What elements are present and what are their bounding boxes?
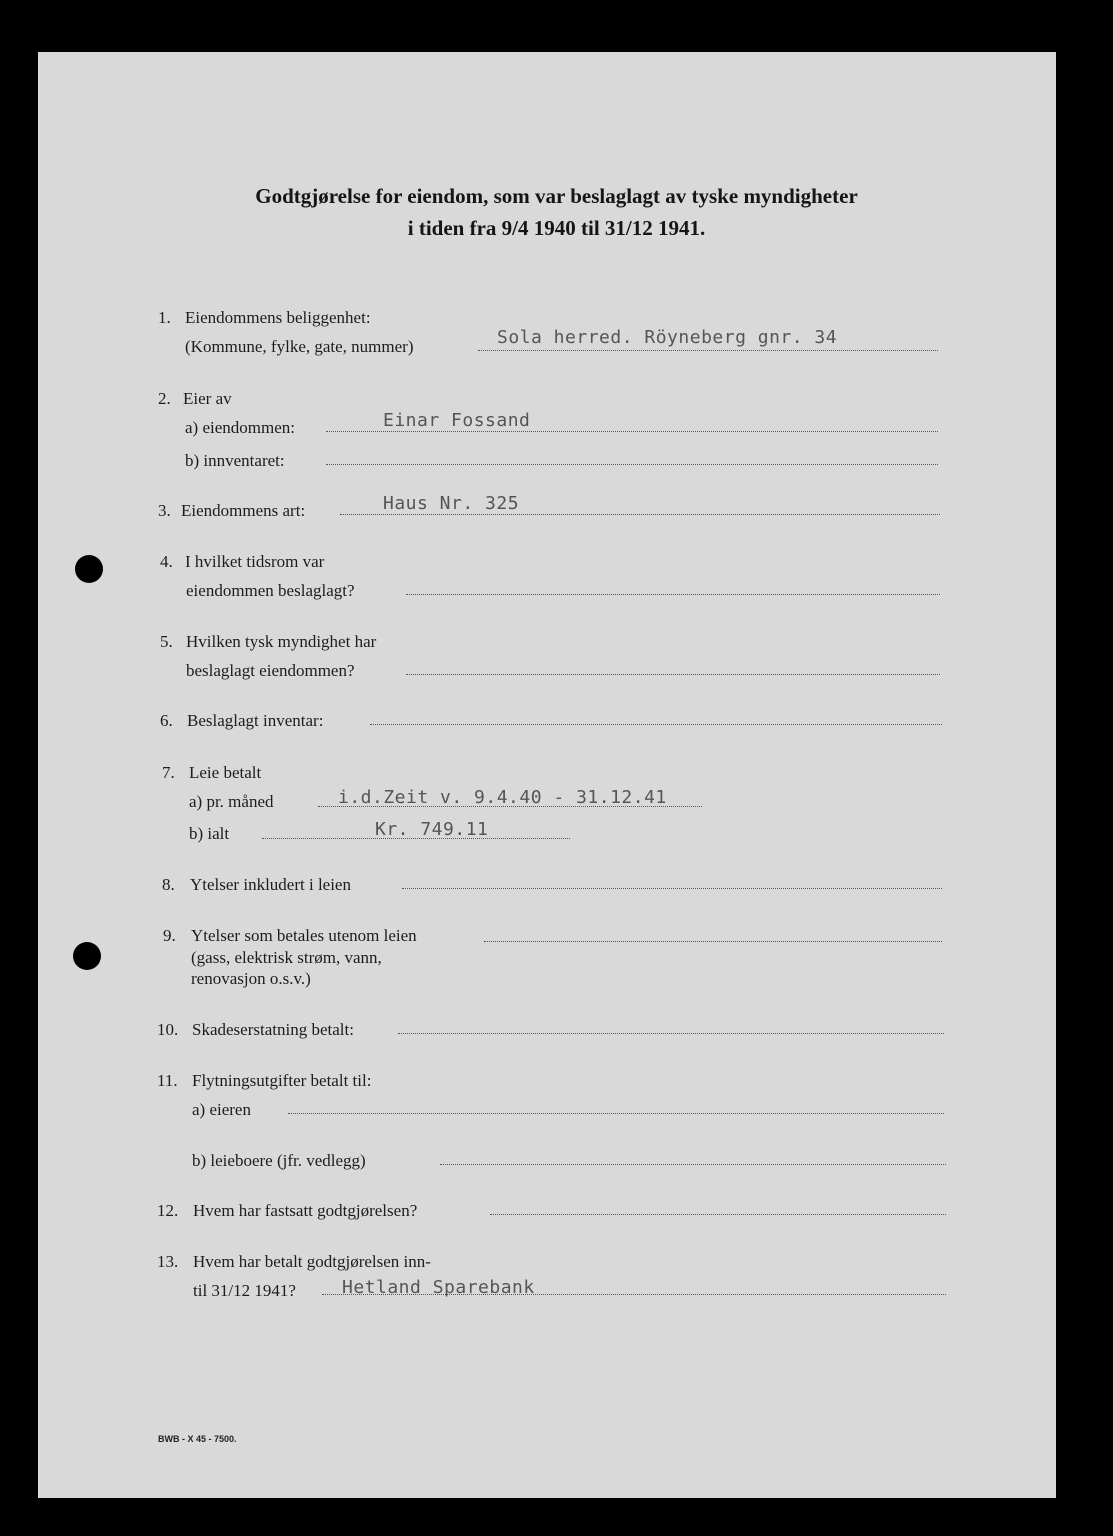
q4-sublabel: eiendommen beslaglagt? bbox=[186, 581, 355, 600]
q10-label: Skadeserstatning betalt: bbox=[192, 1020, 354, 1039]
q2-number: 2. bbox=[158, 389, 171, 408]
q7-number: 7. bbox=[162, 763, 175, 782]
q2b-answer-line[interactable] bbox=[326, 464, 938, 465]
q1-number: 1. bbox=[158, 308, 171, 327]
q11-number: 11. bbox=[157, 1071, 178, 1090]
q2-label: Eier av bbox=[183, 389, 232, 408]
q9-label: Ytelser som betales utenom leien bbox=[191, 926, 417, 945]
q6-number: 6. bbox=[160, 711, 173, 730]
q11-label: Flytningsutgifter betalt til: bbox=[192, 1071, 372, 1090]
q2a-label: a) eiendommen: bbox=[185, 418, 295, 437]
q7b-label: b) ialt bbox=[189, 824, 230, 843]
q11b-label: b) leieboere (jfr. vedlegg) bbox=[192, 1151, 366, 1170]
q1-answer[interactable]: Sola herred. Röyneberg gnr. 34 bbox=[497, 327, 838, 348]
form-title-line2: i tiden fra 9/4 1940 til 31/12 1941. bbox=[407, 216, 706, 240]
q5-answer-line[interactable] bbox=[406, 674, 940, 675]
q8-label: Ytelser inkludert i leien bbox=[190, 875, 351, 894]
q12-answer-line[interactable] bbox=[490, 1214, 946, 1215]
q5-number: 5. bbox=[160, 632, 173, 651]
q13-sublabel: til 31/12 1941? bbox=[193, 1281, 296, 1300]
q2a-answer[interactable]: Einar Fossand bbox=[383, 410, 531, 431]
q3-number: 3. bbox=[158, 501, 171, 520]
q9-number: 9. bbox=[163, 926, 176, 945]
q4-answer-line[interactable] bbox=[406, 594, 940, 595]
q9-sublabel-1: (gass, elektrisk strøm, vann, bbox=[191, 948, 382, 967]
q1-label: Eiendommens beliggenhet: bbox=[185, 308, 371, 327]
q7a-label: a) pr. måned bbox=[189, 792, 274, 811]
q1-sublabel: (Kommune, fylke, gate, nummer) bbox=[185, 337, 414, 356]
q7b-answer[interactable]: Kr. 749.11 bbox=[375, 819, 489, 840]
q5-label: Hvilken tysk myndighet har bbox=[186, 632, 377, 651]
q13-label: Hvem har betalt godtgjørelsen inn- bbox=[193, 1252, 431, 1271]
form-footer-code: BWB - X 45 - 7500. bbox=[158, 1434, 237, 1444]
q5-sublabel: beslaglagt eiendommen? bbox=[186, 661, 355, 680]
q11b-answer-line[interactable] bbox=[440, 1164, 946, 1165]
q3-answer[interactable]: Haus Nr. 325 bbox=[383, 493, 520, 514]
q1-answer-line bbox=[478, 350, 938, 351]
punch-hole-upper bbox=[75, 555, 103, 583]
q12-number: 12. bbox=[157, 1201, 179, 1220]
q13-number: 13. bbox=[157, 1252, 179, 1271]
q11a-label: a) eieren bbox=[192, 1100, 251, 1119]
q11a-answer-line[interactable] bbox=[288, 1113, 944, 1114]
q2a-answer-line bbox=[326, 431, 938, 432]
q4-label: I hvilket tidsrom var bbox=[185, 552, 325, 571]
q9-answer-line[interactable] bbox=[484, 941, 942, 942]
q3-answer-line bbox=[340, 514, 940, 515]
q12-label: Hvem har fastsatt godtgjørelsen? bbox=[193, 1201, 418, 1220]
form-title-line1: Godtgjørelse for eiendom, som var beslaglagt av tyske myndigheter bbox=[255, 184, 858, 208]
q4-number: 4. bbox=[160, 552, 173, 571]
q7a-answer[interactable]: i.d.Zeit v. 9.4.40 - 31.12.41 bbox=[338, 787, 667, 808]
q6-answer-line[interactable] bbox=[370, 724, 942, 725]
q13-answer[interactable]: Hetland Sparebank bbox=[342, 1277, 535, 1298]
q8-answer-line[interactable] bbox=[402, 888, 942, 889]
q10-answer-line[interactable] bbox=[398, 1033, 944, 1034]
q8-number: 8. bbox=[162, 875, 175, 894]
q2b-label: b) innventaret: bbox=[185, 451, 285, 470]
punch-hole-lower bbox=[73, 942, 101, 970]
q3-label: Eiendommens art: bbox=[181, 501, 306, 520]
q10-number: 10. bbox=[157, 1020, 179, 1039]
q9-sublabel-2: renovasjon o.s.v.) bbox=[191, 969, 311, 988]
q7-label: Leie betalt bbox=[189, 763, 262, 782]
q6-label: Beslaglagt inventar: bbox=[187, 711, 324, 730]
